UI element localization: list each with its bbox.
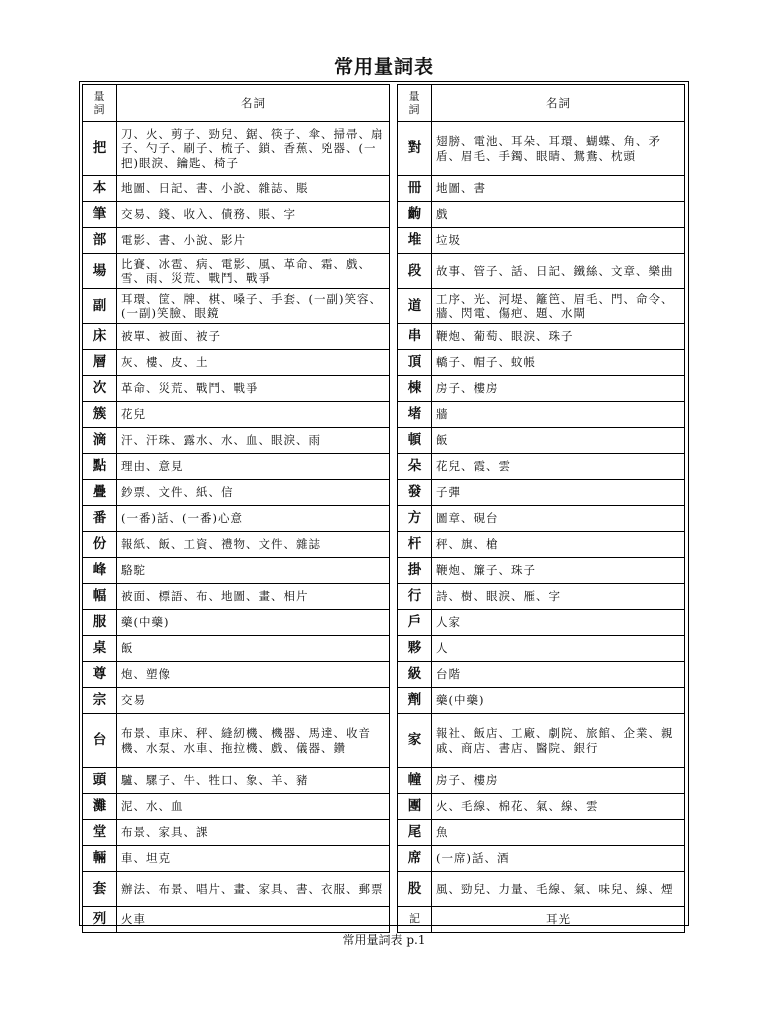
measure-word-cell: 方 (398, 506, 432, 532)
table-row (398, 454, 685, 480)
measure-word-cell: 頭 (83, 768, 117, 794)
table-row (83, 532, 390, 558)
measure-word-cell: 齣 (398, 202, 432, 228)
nouns-cell: 車、坦克 (117, 846, 390, 872)
measure-word-cell: 道 (398, 289, 432, 324)
header-measure-word: 量 詞 (398, 85, 432, 122)
measure-word-cell: 尾 (398, 820, 432, 846)
table-row (398, 122, 685, 176)
nouns-cell: 詩、樹、眼淚、雁、字 (432, 584, 685, 610)
measure-word-cell: 宗 (83, 688, 117, 714)
table-row (83, 202, 390, 228)
table-row (398, 558, 685, 584)
measure-word-cell: 堂 (83, 820, 117, 846)
nouns-cell: 飯 (117, 636, 390, 662)
table-row (398, 610, 685, 636)
nouns-cell: 被單、被面、被子 (117, 324, 390, 350)
table-row (398, 228, 685, 254)
measure-word-cell: 本 (83, 176, 117, 202)
nouns-cell: 秤、旗、槍 (432, 532, 685, 558)
measure-word-cell: 團 (398, 794, 432, 820)
nouns-cell: (一席)話、酒 (432, 846, 685, 872)
measure-word-cell: 服 (83, 610, 117, 636)
nouns-cell: 工序、光、河堤、籬笆、眉毛、門、命令、牆、閃電、傷疤、題、水閘 (432, 289, 685, 324)
nouns-cell: 故事、管子、話、日記、鐵絲、文章、樂曲 (432, 254, 685, 289)
nouns-cell: 圖章、硯台 (432, 506, 685, 532)
measure-word-cell: 灘 (83, 794, 117, 820)
table-row (398, 846, 685, 872)
table-row (83, 558, 390, 584)
measure-word-cell: 滴 (83, 428, 117, 454)
nouns-cell: (一番)話、(一番)心意 (117, 506, 390, 532)
table-row (83, 428, 390, 454)
measure-word-cell: 簇 (83, 402, 117, 428)
nouns-cell: 刀、火、剪子、勁兒、鋸、筷子、傘、掃帚、扇子、勺子、刷子、梳子、鎖、香蕉、兇器、(一把)眼淚、鑰匙、椅子 (117, 122, 390, 176)
nouns-cell: 風、勁兒、力量、毛線、氣、味兒、線、煙 (432, 872, 685, 907)
nouns-cell: 報紙、飯、工資、禮物、文件、雜誌 (117, 532, 390, 558)
measure-word-cell: 床 (83, 324, 117, 350)
measure-word-cell: 番 (83, 506, 117, 532)
measure-word-cell: 棟 (398, 376, 432, 402)
table-row (398, 636, 685, 662)
measure-word-cell: 行 (398, 584, 432, 610)
nouns-cell: 花兒、霞、雲 (432, 454, 685, 480)
measure-word-cell: 桌 (83, 636, 117, 662)
table-row (398, 714, 685, 768)
table-row (83, 688, 390, 714)
measure-word-cell: 點 (83, 454, 117, 480)
measure-word-cell: 台 (83, 714, 117, 768)
nouns-cell: 汗、汗珠、露水、水、血、眼淚、雨 (117, 428, 390, 454)
measure-word-cell: 夥 (398, 636, 432, 662)
table-row (83, 907, 390, 933)
table-row (398, 350, 685, 376)
nouns-cell: 電影、書、小說、影片 (117, 228, 390, 254)
header-nouns: 名詞 (117, 85, 390, 122)
nouns-cell: 辦法、布景、唱片、畫、家具、書、衣服、郵票 (117, 872, 390, 907)
nouns-cell: 鞭炮、簾子、珠子 (432, 558, 685, 584)
table-row (398, 662, 685, 688)
table-row (398, 324, 685, 350)
measure-word-cell: 席 (398, 846, 432, 872)
nouns-cell: 子彈 (432, 480, 685, 506)
nouns-cell: 戲 (432, 202, 685, 228)
measure-word-cell: 尊 (83, 662, 117, 688)
measure-word-cell: 對 (398, 122, 432, 176)
measure-word-cell: 疊 (83, 480, 117, 506)
table-row (398, 202, 685, 228)
nouns-cell: 布景、車床、秤、縫紉機、機器、馬達、收音機、水泵、水車、拖拉機、戲、儀器、鑽 (117, 714, 390, 768)
nouns-cell: 比賽、冰雹、病、電影、風、革命、霜、戲、雪、雨、災荒、戰鬥、戰爭 (117, 254, 390, 289)
nouns-cell: 人家 (432, 610, 685, 636)
table-row (398, 480, 685, 506)
table-row (83, 454, 390, 480)
measure-word-cell: 堵 (398, 402, 432, 428)
table-row (83, 768, 390, 794)
table-frame (79, 81, 689, 926)
page-title: 常用量詞表 (333, 56, 434, 78)
table-row (83, 480, 390, 506)
table-row (398, 289, 685, 324)
nouns-cell: 布景、家具、課 (117, 820, 390, 846)
table-row (83, 846, 390, 872)
table-row (398, 254, 685, 289)
right-table (397, 84, 685, 933)
measure-word-cell: 場 (83, 254, 117, 289)
measure-word-cell: 幢 (398, 768, 432, 794)
nouns-cell: 台階 (432, 662, 685, 688)
table-row (83, 872, 390, 907)
table-row (83, 584, 390, 610)
nouns-cell: 轎子、帽子、蚊帳 (432, 350, 685, 376)
table-row (83, 402, 390, 428)
table-row (83, 820, 390, 846)
measure-word-cell: 杆 (398, 532, 432, 558)
nouns-cell: 藥(中藥) (117, 610, 390, 636)
measure-word-cell: 輛 (83, 846, 117, 872)
table-row (398, 688, 685, 714)
nouns-cell: 泥、水、血 (117, 794, 390, 820)
nouns-cell: 房子、樓房 (432, 768, 685, 794)
table-row (398, 176, 685, 202)
measure-word-cell: 朵 (398, 454, 432, 480)
table-row (398, 402, 685, 428)
nouns-cell: 報社、飯店、工廠、劇院、旅館、企業、親戚、商店、書店、醫院、銀行 (432, 714, 685, 768)
nouns-cell: 理由、意見 (117, 454, 390, 480)
nouns-cell: 火車 (117, 907, 390, 933)
nouns-cell: 地圖、日記、書、小說、雜誌、賬 (117, 176, 390, 202)
nouns-cell: 房子、樓房 (432, 376, 685, 402)
left-column (82, 84, 390, 933)
nouns-cell: 被面、標語、布、地圖、畫、相片 (117, 584, 390, 610)
page-footer: 常用量詞表 p.1 (342, 933, 426, 947)
nouns-cell: 人 (432, 636, 685, 662)
measure-word-cell: 戶 (398, 610, 432, 636)
header-measure-word: 量 詞 (83, 85, 117, 122)
table-row (83, 289, 390, 324)
nouns-cell: 駱駝 (117, 558, 390, 584)
nouns-cell: 灰、樓、皮、土 (117, 350, 390, 376)
left-table (82, 84, 390, 933)
right-column (397, 84, 685, 933)
nouns-cell: 火、毛線、棉花、氣、線、雲 (432, 794, 685, 820)
measure-word-cell: 發 (398, 480, 432, 506)
nouns-cell: 交易 (117, 688, 390, 714)
nouns-cell: 垃圾 (432, 228, 685, 254)
measure-word-cell: 級 (398, 662, 432, 688)
measure-word-cell: 家 (398, 714, 432, 768)
header-nouns: 名詞 (432, 85, 685, 122)
left-table-body (83, 85, 390, 933)
table-row (83, 176, 390, 202)
nouns-cell: 鞭炮、葡萄、眼淚、珠子 (432, 324, 685, 350)
measure-word-cell: 層 (83, 350, 117, 376)
measure-word-cell: 股 (398, 872, 432, 907)
measure-word-cell: 段 (398, 254, 432, 289)
table-row (398, 428, 685, 454)
table-row (398, 768, 685, 794)
table-row (83, 636, 390, 662)
table-row (83, 228, 390, 254)
table-row (398, 907, 685, 933)
table-row (398, 506, 685, 532)
measure-word-cell: 頓 (398, 428, 432, 454)
measure-word-cell: 頂 (398, 350, 432, 376)
nouns-cell: 翅膀、電池、耳朵、耳環、蝴蝶、角、矛盾、眉毛、手鐲、眼睛、鴛鴦、枕頭 (432, 122, 685, 176)
nouns-cell: 藥(中藥) (432, 688, 685, 714)
measure-word-cell: 冊 (398, 176, 432, 202)
table-row (83, 662, 390, 688)
table-row (83, 254, 390, 289)
table-row (398, 584, 685, 610)
table-row (83, 122, 390, 176)
nouns-cell: 花兒 (117, 402, 390, 428)
nouns-cell: 地圖、書 (432, 176, 685, 202)
nouns-cell: 革命、災荒、戰鬥、戰爭 (117, 376, 390, 402)
table-row (398, 532, 685, 558)
table-row (83, 794, 390, 820)
table-row (83, 714, 390, 768)
right-table-body (398, 85, 685, 933)
nouns-cell: 魚 (432, 820, 685, 846)
table-row (398, 794, 685, 820)
measure-word-cell: 把 (83, 122, 117, 176)
header-row (398, 85, 685, 122)
nouns-cell: 交易、錢、收入、債務、賬、字 (117, 202, 390, 228)
measure-word-cell: 副 (83, 289, 117, 324)
measure-word-cell: 掛 (398, 558, 432, 584)
measure-word-cell: 部 (83, 228, 117, 254)
measure-word-cell: 套 (83, 872, 117, 907)
table-row (83, 376, 390, 402)
table-row (398, 872, 685, 907)
measure-word-cell: 幅 (83, 584, 117, 610)
nouns-cell: 飯 (432, 428, 685, 454)
table-row (83, 324, 390, 350)
nouns-cell: 牆 (432, 402, 685, 428)
header-row (83, 85, 390, 122)
measure-word-cell: 次 (83, 376, 117, 402)
table-row (398, 376, 685, 402)
table-row (83, 350, 390, 376)
measure-word-cell: 堆 (398, 228, 432, 254)
nouns-cell: 耳光 (432, 907, 685, 933)
table-row (83, 506, 390, 532)
measure-word-cell: 列 (83, 907, 117, 933)
measure-word-cell: 劑 (398, 688, 432, 714)
measure-word-cell: 份 (83, 532, 117, 558)
table-row (398, 820, 685, 846)
nouns-cell: 耳環、筐、牌、棋、嗓子、手套、(一副)笑容、(一副)笑臉、眼鏡 (117, 289, 390, 324)
nouns-cell: 鈔票、文件、紙、信 (117, 480, 390, 506)
measure-word-cell: 記 (398, 907, 432, 933)
nouns-cell: 炮、塑像 (117, 662, 390, 688)
measure-word-cell: 筆 (83, 202, 117, 228)
measure-word-cell: 串 (398, 324, 432, 350)
nouns-cell: 驢、騾子、牛、牲口、象、羊、豬 (117, 768, 390, 794)
measure-word-cell: 峰 (83, 558, 117, 584)
table-row (83, 610, 390, 636)
